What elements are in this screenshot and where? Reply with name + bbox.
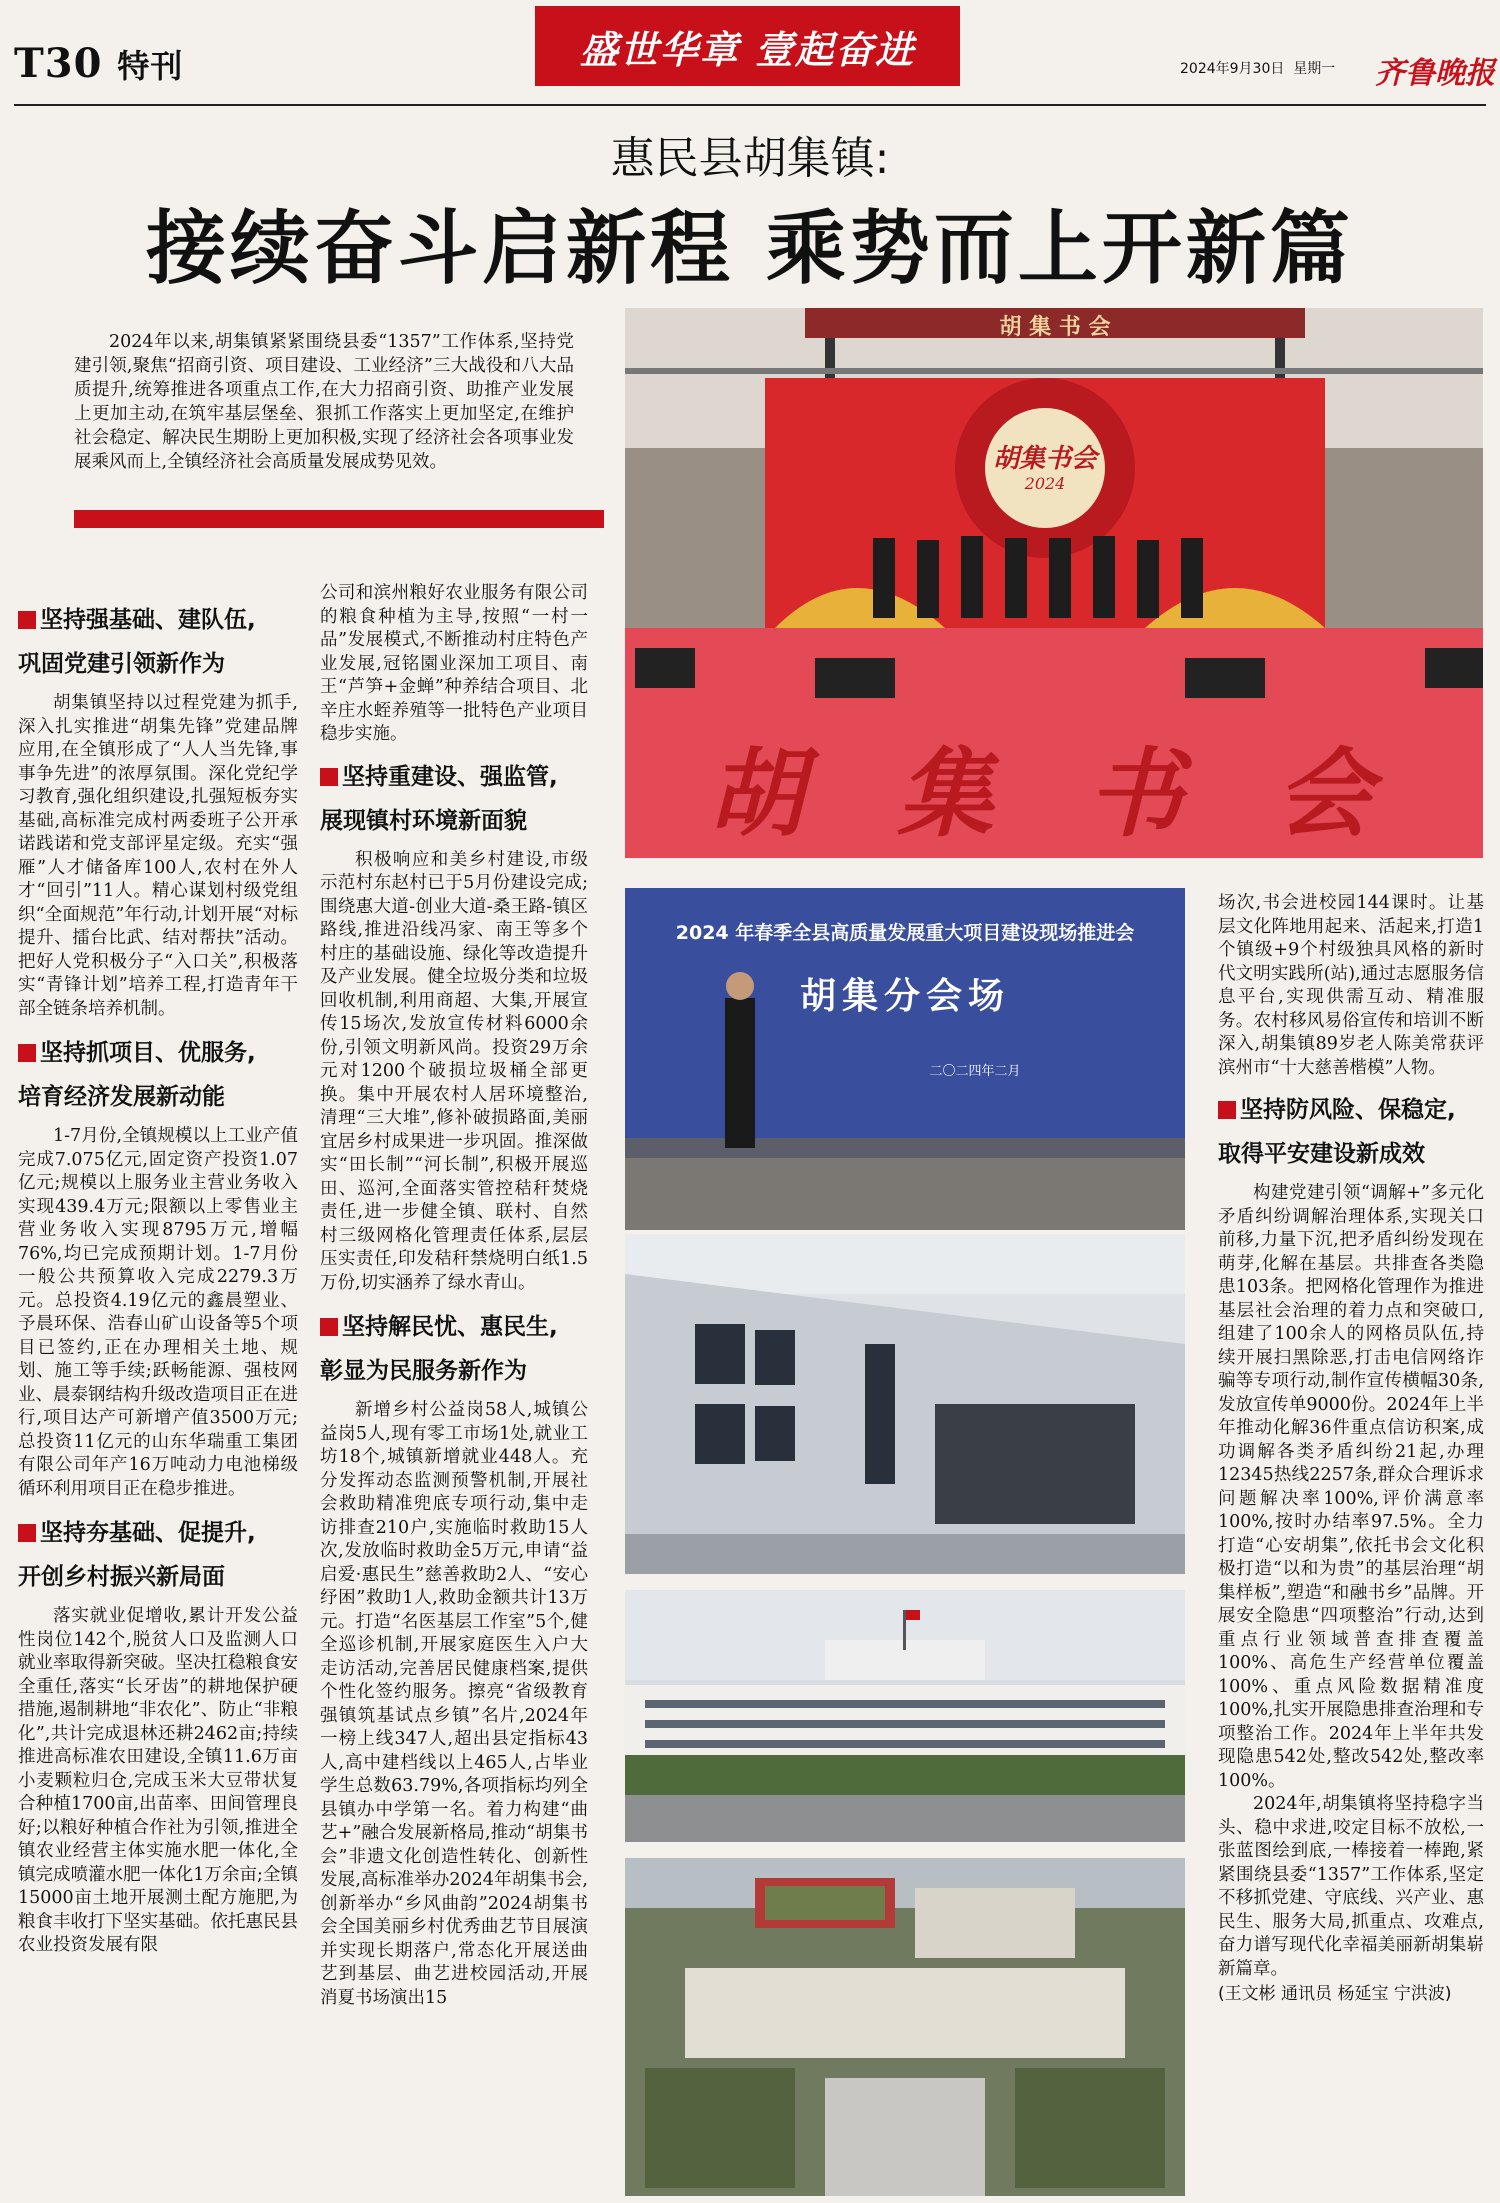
date: 2024年9月30日 [1180,61,1285,77]
photo-town-government-building [625,1590,1185,1842]
column-3-continuation: 场次,书会进校园144课时。让基层文化阵地用起来、活起来,打造1个镇级+9个村级独具风格的新时代文明实践所(站),通过志愿服务信息平台,实现供需互动、精准服务。农村移风易俗宣传和培训不断深入,胡集镇89岁老人陈美常获评滨州市“十大慈善楷模”人物。 [1218,893,1484,1078]
stage-logo-year: 2024 [1024,474,1066,493]
section-body-1: 胡集镇坚持以过程党建为抓手,深入扎实推进“胡集先锋”党建品牌应用,在全镇形成了“人人当先锋,事事争先进”的浓厚氛围。深化党纪学习教育,强化组织建设,扎强短板夯实基础,高标准完成村两委班子公开承诺践诺和党支部评星定级。充实“强雁”人才储备库100人,农村在外人才“回引”11人。精心谋划村级党组织“全面规范”年行动,计划开展“对标提升、擂台比武、结对帮扶”活动。把好人党积极分子“入口关”,积极落实“青锋计划”培养工程,打造青年干部全链条培养机制。 [18,693,298,1019]
section-heading-4: 坚持重建设、强监管, 展现镇村环境新面貌 [320,763,558,834]
issue-banner: 盛世华章 壹起奋进 [535,6,960,86]
stage-arch-text: 胡 集 书 会 [999,314,1111,340]
section-name: 特刊 [117,47,184,85]
meeting-banner-title: 2024 年春季全县高质量发展重大项目建设现场推进会 [675,922,1135,944]
weekday: 星期一 [1293,61,1336,77]
section-heading-1: 坚持强基础、建队伍, 巩固党建引领新作为 [18,607,256,677]
meeting-banner-sub: 胡集分会场 [799,976,1010,1017]
stage-floor-text: 胡 集 书 会 [707,737,1403,850]
section-body-2: 1-7月份,全镇规模以上工业产值完成7.075亿元,固定资产投资1.07亿元;规模以上服务业主营业务收入实现439.4万元;限额以上零售业主营业务收入实现8795万元,增幅76%,均已完成预期计划。1-7月份一般公共预算收入完成2279.3万元。总投资4.19亿元的鑫晨塑业、予晨环保、浩春山矿山设备等5个项目已签约,正在办理相关土地、规划、施工等手续;跃畅能源、强枝网业、晨泰钢结构升级改造项目正在进行,项目达产可新增产值3500万元;总投资11亿元的山东华瑞重工集团有限公司年产16万吨动力电池梯级循环利用项目正在稳步推进。 [18,1126,298,1499]
page-number: T30 特刊 [14,40,184,87]
photo-factory-building [625,1234,1185,1574]
section-heading-6: 坚持防风险、保稳定, 取得平安建设新成效 [1218,1097,1456,1167]
column-2 [320,582,588,2010]
byline: (王文彬 通讯员 杨延宝 宁洪波) [1218,1984,1452,2004]
intro-red-bar [74,510,604,528]
closing-paragraph: 2024年,胡集镇将坚持稳字当头、稳中求进,咬定目标不放松,一张蓝图绘到底,一棒接着一棒跑,紧紧围绕县委“1357”工作体系,坚定不移抓党建、守底线、兴产业、惠民生、服务大局,抓重点、攻难点,奋力谱写现代化幸福美丽新胡集崭新篇章。 [1218,1794,1484,1979]
section-body-6: 构建党建引领“调解+”多元化矛盾纠纷调解治理体系,实现关口前移,力量下沉,把矛盾纠纷发现在萌芽,化解在基层。共排查各类隐患103条。把网格化管理作为推进基层社会治理的着力点和突破口,组建了100余人的网格员队伍,持续开展扫黑除恶,打击电信网络诈骗等专项行动,制作宣传横幅30条,发放宣传单9000份。2024年上半年推动化解36件重点信访积案,成功调解各类矛盾纠纷21起,办理12345热线2257条,群众合理诉求问题解决率100%,评价满意率100%,按时办结率97.5%。全力打造“心安胡集”,依托书会文化积极打造“以和为贵”的基层治理“胡集样板”,塑造“和融书乡”品牌。开展安全隐患“四项整治”行动,达到重点行业领域普查排查覆盖100%、高危生产经营单位覆盖100%、重点风险数据精准度100%,扎实开展隐患排查治理和专项整治工作。2024年上半年共发现隐患542处,整改542处,整改率100%。 [1218,1183,1484,1791]
section-heading-3: 坚持夯基础、促提升, 开创乡村振兴新局面 [18,1520,256,1590]
column-3 [1218,892,1484,2007]
section-body-3: 落实就业促增收,累计开发公益性岗位142个,脱贫人口及监测人口就业率取得新突破。坚决扛稳粮食安全重任,落实“长牙齿”的耕地保护硬措施,遏制耕地“非农化”、防止“非粮化”,共计完成退林还耕2462亩;持续推进高标准农田建设,全镇11.6万亩小麦颗粒归仓,完成玉米大豆带状复合种植1700亩,出苗率、田间管理良好;以粮好种植合作社为引领,推进全镇农业经营主体实施水肥一体化,全镇完成喷灌水肥一体化1万余亩;全镇15000亩土地开展测土配方施肥,为粮食丰收打下坚实基础。依托惠民县农业投资发展有限 [18,1606,298,1955]
header-divider [14,104,1486,106]
column-1 [18,598,298,1958]
section-body-5: 新增乡村公益岗58人,城镇公益岗5人,现有零工市场1处,就业工坊18个,城镇新增就业448人。充分发挥动态监测预警机制,开展社会救助精准兜底专项行动,集中走访排查210户,实施临时救助15人次,发放临时救助金5万元,申请“益启爱·惠民生”慈善救助2人、“安心纾困”救助1人,救助金额共计13万元。打造“名医基层工作室”5个,健全巡诊机制,开展家庭医生入户大走访活动,完善居民健康档案,提供个性化签约服务。擦亮“省级教育强镇筑基试点乡镇”名片,2024年一榜上线347人,超出县定指标43人,高中建档线以上465人,占毕业学生总数63.79%,各项指标均列全县镇办中学第一名。着力构建“曲艺+”融合发展新格局,推动“胡集书会”非遗文化创造性转化、创新性发展,高标准举办2024年胡集书会,创新举办“乡风曲韵”2024胡集书会全国美丽乡村优秀曲艺节目展演并实现长期落户,常态化开展送曲艺到基层、曲艺进校园活动,开展消夏书场演出15 [320,1400,588,2008]
photo-aerial-school [625,1858,1185,2196]
section-heading-2: 坚持抓项目、优服务, 培育经济发展新动能 [18,1040,256,1110]
section-heading-5: 坚持解民忧、惠民生, 彰显为民服务新作为 [320,1314,558,1384]
photo-book-fair-stage [625,308,1483,858]
meeting-banner-date: 二〇二四年二月 [929,1064,1021,1079]
article-subtitle: 惠民县胡集镇: [610,133,890,184]
newspaper-logo: 齐鲁晚报 [1375,56,1495,91]
stage-logo-text: 胡集书会 [992,444,1097,474]
article-intro: 2024年以来,胡集镇紧紧围绕县委“1357”工作体系,坚持党建引领,聚焦“招商引资、项目建设、工业经济”三大战役和八大品质提升,统筹推进各项重点工作,在大力招商引资、助推产业发展上更加主动,在筑牢基层堡垒、狠抓工作落实上更加坚定,在维护社会稳定、解决民生期盼上更加积极,实现了经济社会各项事业发展乘风而上,全镇经济社会高质量发展成势见效。 [74,332,574,472]
article-title: 接续奋斗启新程 乘势而上开新篇 [146,201,1354,295]
date-line [1180,58,1335,78]
column-2-continuation: 公司和滨州粮好农业服务有限公司的粮食种植为主导,按照“一村一品”发展模式,不断推动村庄特色产业发展,冠铭園业深加工项目、南王“芦笋+金蝉”种养结合项目、北辛庄水蛭养殖等一批特色产业项目稳步实施。 [320,583,588,744]
section-body-4: 积极响应和美乡村建设,市级示范村东赵村已于5月份建设完成;围绕惠大道-创业大道-桑王路-镇区路线,推进沿线冯家、南王等多个村庄的基础设施、绿化等改造提升及产业发展。健全垃圾分类和垃圾回收机制,利用商超、大集,开展宣传15场次,发放宣传材料6000余份,引领文明新风尚。投资29万余元对1200个破损垃圾桶全部更换。集中开展农村人居环境整治,清理“三大堆”,修补破损路面,美丽宜居乡村成果进一步巩固。推深做实“田长制”“河长制”,积极开展巡田、巡河,全面落实管控秸秆焚烧责任,进一步健全镇、联村、自然村三级网格化管理责任体系,层层压实责任,印发秸秆禁烧明白纸1.5万份,切实涵养了绿水青山。 [320,849,588,1293]
photo-project-meeting [625,888,1185,1230]
